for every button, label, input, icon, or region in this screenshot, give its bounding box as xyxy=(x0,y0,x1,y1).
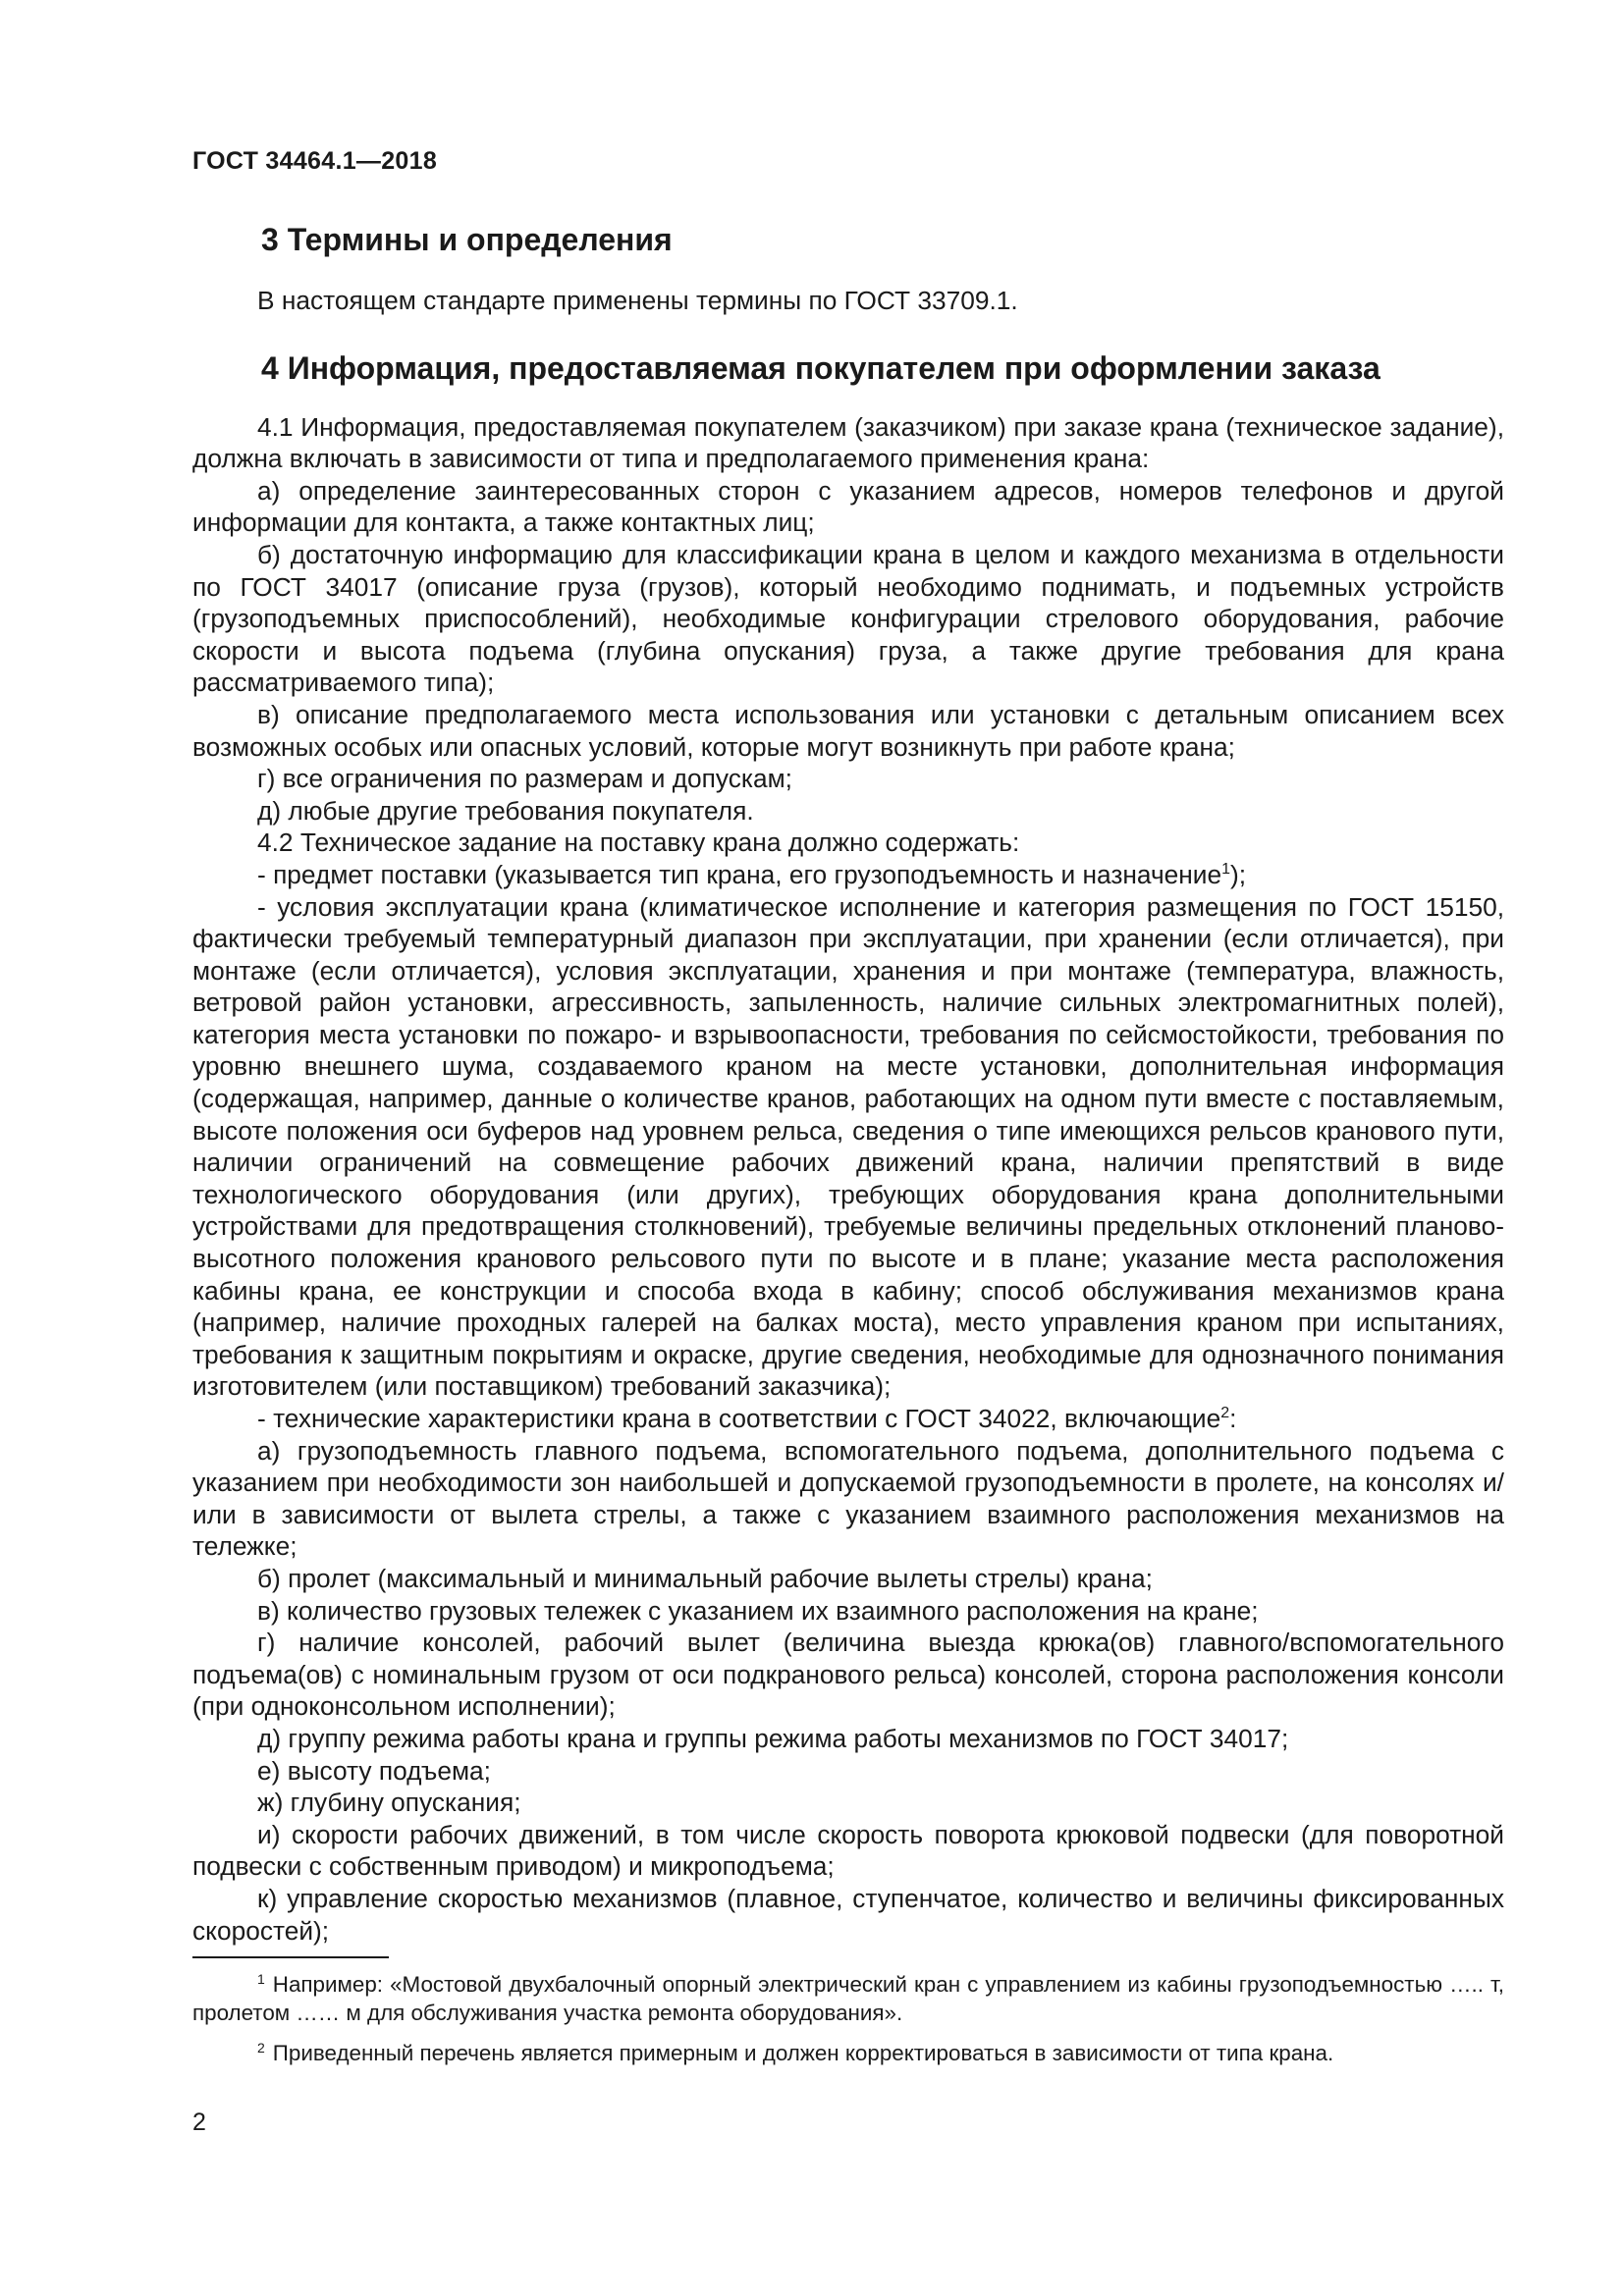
paragraph: б) достаточную информацию для классификации крана в целом и каждого механизма в отдельности по ГОСТ 34017 (описание груза (грузов), который необходимо поднимать, и подъемных устройств (грузоподъемных приспособлений), необходимые конфигурации стрелового оборудования, рабочие скорости и высота подъема (глубина опускания) груза, а также другие требования для крана рассматриваемого типа); xyxy=(192,539,1504,698)
item-text-end: ); xyxy=(1230,859,1247,889)
page-number: 2 xyxy=(192,2109,206,2136)
spec-item: в) количество грузовых тележек с указанием их взаимного расположения на кране; xyxy=(257,1595,1259,1626)
list-item-subject xyxy=(192,859,1504,891)
paragraph: в) описание предполагаемого места использования или установки с детальным описанием всех возможных особых или опасных условий, которые могут возникнуть при работе крана; xyxy=(192,699,1504,762)
footnote-text: Например: «Мостовой двухбалочный опорный электрический кран с управлением из кабины грузоподъемностью ….. т, пролетом …… м для обслуживания участка ремонта оборудования». xyxy=(192,1972,1504,2026)
footnote xyxy=(192,2039,1504,2067)
spec-item: ж) глубину опускания; xyxy=(257,1788,521,1818)
footnote-divider xyxy=(192,1956,389,1958)
spec-item: б) пролет (максимальный и минимальный рабочие вылеты стрелы) крана; xyxy=(257,1563,1153,1593)
paragraph: г) все ограничения по размерам и допускам; xyxy=(257,764,792,794)
footnote-ref[interactable]: 2 xyxy=(1220,1405,1230,1422)
spec-item: а) грузоподъемность главного подъема, вспомогательного подъема, дополнительного подъема с указанием при необходимости зон наибольшей и допускаемой грузоподъемности в пролете, на консолях и/или в зависимости от вылета стрелы, а также с указанием взаимного расположения механизмов на тележке; xyxy=(192,1435,1504,1562)
footnote-text: Приведенный перечень является примерным и должен корректироваться в зависимости от типа крана. xyxy=(272,2041,1334,2066)
spec-item: и) скорости рабочих движений, в том числе скорость поворота крюковой подвески (для поворотной подвески с собственным приводом) и микроподъема; xyxy=(192,1819,1504,1882)
paragraph: д) любые другие требования покупателя. xyxy=(257,795,754,826)
spec-item: к) управление скоростью механизмов (плавное, ступенчатое, количество и величины фиксированных скоростей); xyxy=(192,1883,1504,1946)
spec-item: е) высоту подъема; xyxy=(257,1755,491,1786)
spec-item: д) группу режима работы крана и группы режима работы механизмов по ГОСТ 34017; xyxy=(257,1723,1289,1753)
document-header: ГОСТ 34464.1—2018 xyxy=(192,147,438,175)
item-text: - предмет поставки (указывается тип крана, его грузоподъемность и назначение xyxy=(257,859,1222,889)
section-3-title: 3 Термины и определения xyxy=(261,222,673,257)
list-item-specs xyxy=(192,1403,1504,1435)
item-text: - технические характеристики крана в соответствии с ГОСТ 34022, включающие xyxy=(257,1404,1221,1433)
footnote-ref[interactable]: 1 xyxy=(1221,861,1231,879)
footnote-mark: 1 xyxy=(257,1970,265,1987)
paragraph: 4.1 Информация, предоставляемая покупателем (заказчиком) при заказе крана (техническое задание), должна включать в зависимости от типа и предполагаемого применения крана: xyxy=(192,411,1504,474)
paragraph: 4.2 Техническое задание на поставку крана должно содержать: xyxy=(257,828,1020,858)
list-item-conditions: - условия эксплуатации крана (климатическое исполнение и категория размещения по ГОСТ 15150, фактически требуемый температурный диапазон при эксплуатации, при хранении (если отличается), при монтаже (если отличается), условия эксплуатации, хранения и при монтаже (температура, влажность, ветровой район установки, агрессивность, запыленность, наличие сильных электромагнитных полей), категория места установки по пожаро- и взрывоопасности, требования по сейсмостойкости, требования по уровню внешнего шума, создаваемого краном на месте установки, дополнительная информация (содержащая, например, данные о количестве кранов, работающих на одном пути вместе с поставляемым, высоте положения оси буферов над уровнем рельса, сведения о типе имеющихся рельсов кранового пути, наличии ограничений на совмещение рабочих движений крана, наличии препятствий в виде технологического оборудования (или других), требующих оборудования крана дополнительными устройствами для предотвращения столкновений), требуемые величины предельных отклонений планово-высотного положения кранового рельсового пути по высоте и в плане; указание места расположения кабины крана, ее конструкции и способа входа в кабину; способ обслуживания механизмов крана (например, наличие проходных галерей на балках моста), место управления краном при испытаниях, требования к защитным покрытиям и окраске, другие сведения, необходимые для однозначного понимания изготовителем (или поставщиком) требований заказчика); xyxy=(192,891,1504,1402)
paragraph: а) определение заинтересованных сторон с указанием адресов, номеров телефонов и другой информации для контакта, а также контактных лиц; xyxy=(192,475,1504,538)
section-3-text: В настоящем стандарте применены термины по ГОСТ 33709.1. xyxy=(257,286,1018,315)
document-body xyxy=(192,218,1504,2079)
spec-item: г) наличие консолей, рабочий вылет (величина выезда крюка(ов) главного/вспомогательного подъема(ов) с номинальным грузом от оси подкранового рельса) консолей, сторона расположения консоли (при одноконсольном исполнении); xyxy=(192,1628,1504,1722)
footnote-mark: 2 xyxy=(257,2039,265,2056)
footnote xyxy=(192,1970,1504,2027)
section-4-title: 4 Информация, предоставляемая покупателем при оформлении заказа xyxy=(261,349,1380,386)
item-text-end: : xyxy=(1229,1404,1237,1433)
